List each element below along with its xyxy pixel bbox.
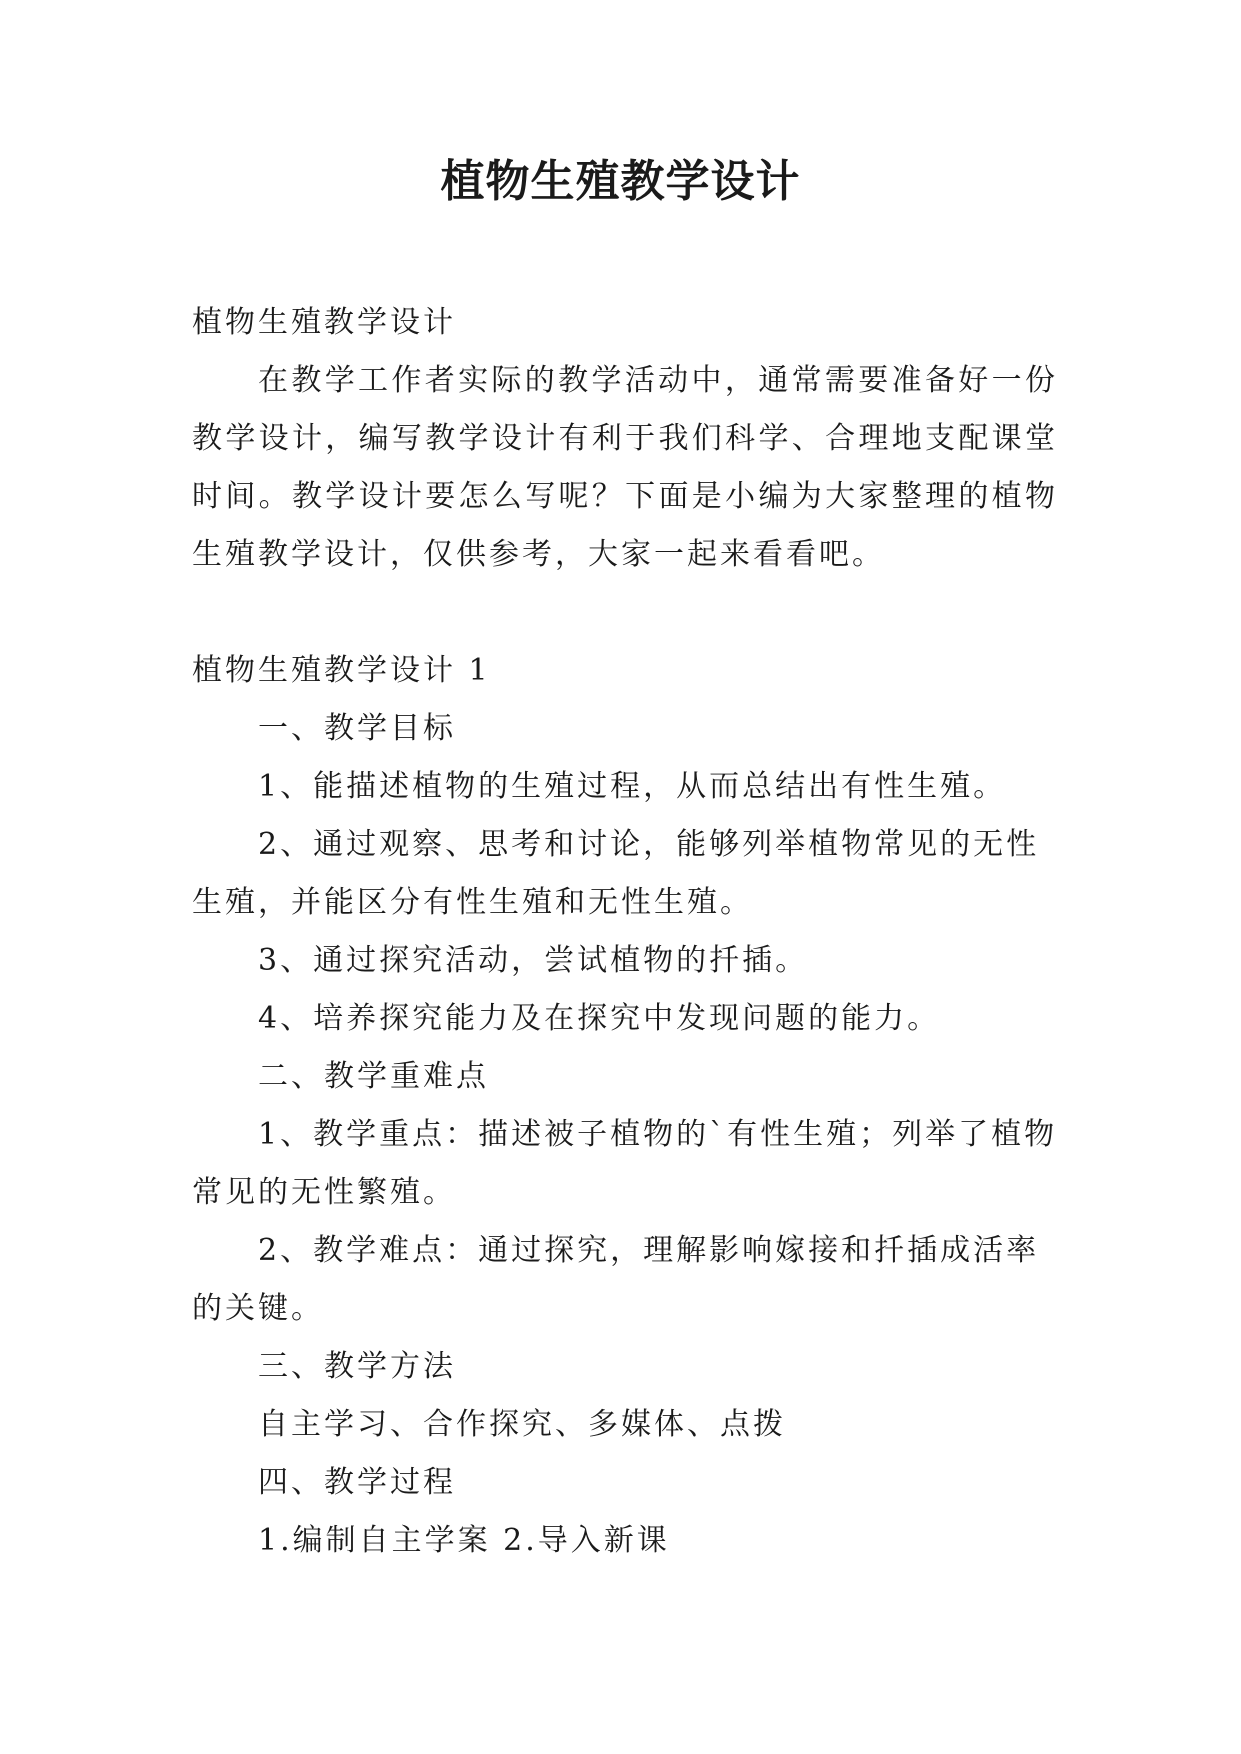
document-title: 植物生殖教学设计 (440, 156, 801, 207)
objective-item: 3、通过探究活动，尝试植物的扦插。 (258, 943, 809, 978)
objective-item: 1、能描述植物的生殖过程，从而总结出有性生殖。 (258, 769, 1007, 804)
heading-key-points: 二、教学重难点 (258, 1059, 489, 1094)
subtitle: 植物生殖教学设计 (192, 305, 456, 340)
methods-text: 自主学习、合作探究、多媒体、点拨 (258, 1407, 786, 1442)
heading-process: 四、教学过程 (258, 1465, 456, 1500)
intro-paragraph: 在教学工作者实际的教学活动中，通常需要准备好一份教学设计，编写教学设计有利于我们科学、合理地支配课堂时间。教学设计要怎么写呢？下面是小编为大家整理的植物生殖教学设计，仅供参考，大家一起来看看吧。 (192, 363, 1058, 572)
heading-objectives: 一、教学目标 (258, 711, 456, 746)
heading-methods: 三、教学方法 (258, 1349, 456, 1384)
process-item: 1.编制自主学案 2.导入新课 (258, 1523, 670, 1558)
document-body (192, 294, 1058, 1570)
objective-item: 2、通过观察、思考和讨论，能够列举植物常见的无性生殖，并能区分有性生殖和无性生殖。 (192, 827, 1040, 920)
objective-item: 4、培养探究能力及在探究中发现问题的能力。 (258, 1001, 941, 1036)
key-point-item: 2、教学难点：通过探究，理解影响嫁接和扦插成活率的关键。 (192, 1233, 1040, 1326)
key-point-item: 1、教学重点：描述被子植物的`有性生殖；列举了植物常见的无性繁殖。 (192, 1117, 1058, 1210)
section-title: 植物生殖教学设计 1 (192, 653, 491, 688)
spacer (192, 584, 1058, 642)
